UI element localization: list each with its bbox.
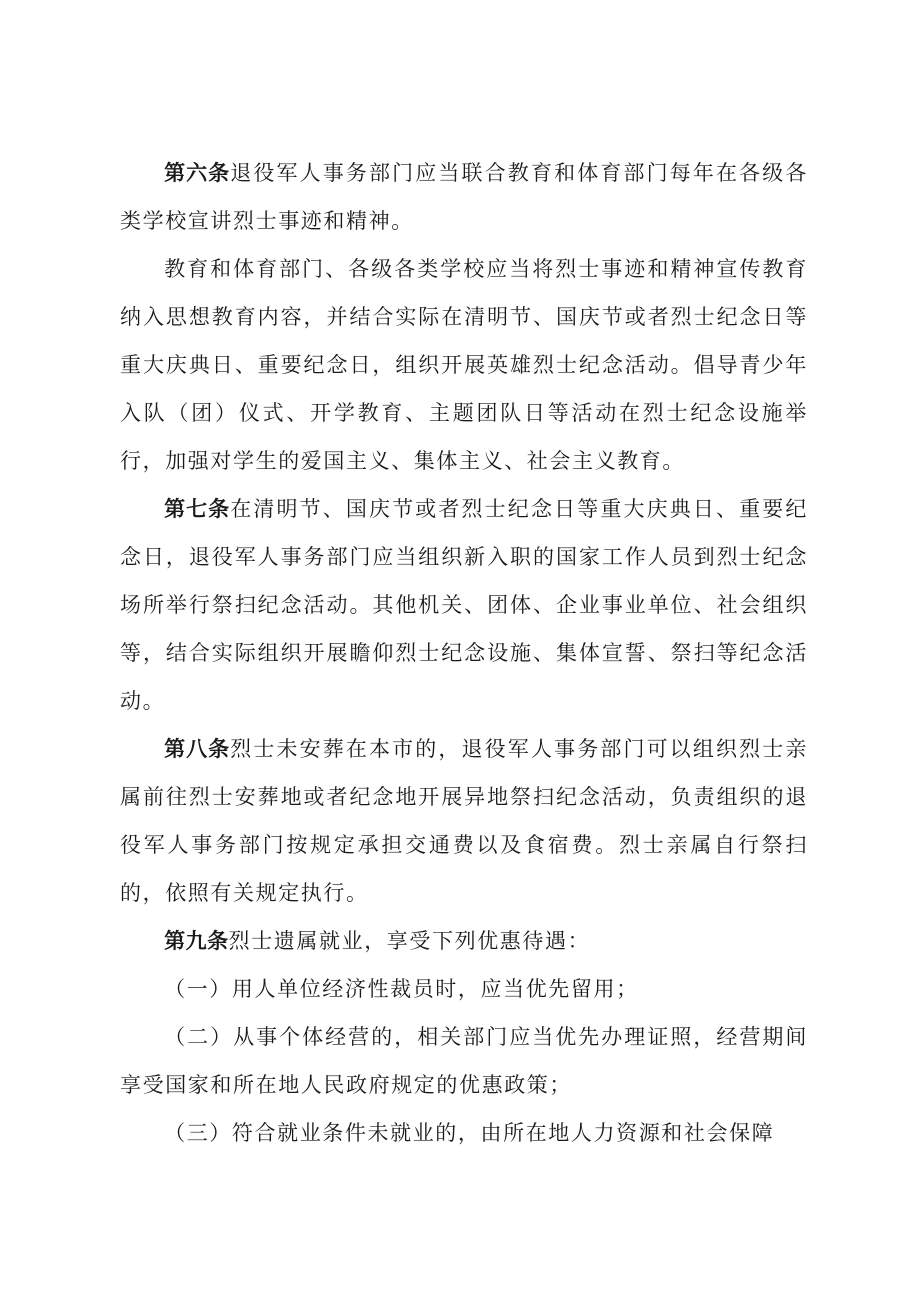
paragraph-text: （一）用人单位经济性裁员时，应当优先留用；: [164, 977, 639, 1001]
paragraph-text: 教育和体育部门、各级各类学校应当将烈士事迹和精神宣传教育纳入思想教育内容，并结合实际在清明节、国庆节或者烈士纪念日等重大庆典日、重要纪念日，组织开展英雄烈士纪念活动。倡导青少年入队（团）仪式、开学教育、主题团队日等活动在烈士纪念设施举行，加强对学生的爱国主义、集体主义、社会主义教育。: [120, 257, 808, 473]
list-item-3: [120, 1109, 808, 1157]
paragraph-article-9: [120, 917, 808, 965]
article-heading: 第七条: [164, 497, 231, 521]
list-item-1: [120, 965, 808, 1013]
article-heading: 第九条: [164, 929, 229, 953]
article-heading: 第六条: [164, 161, 231, 185]
paragraph-article-7: [120, 485, 808, 725]
paragraph-text: 烈士未安葬在本市的，退役军人事务部门可以组织烈士亲属前往烈士安葬地或者纪念地开展异地祭扫纪念活动，负责组织的退役军人事务部门按规定承担交通费以及食宿费。烈士亲属自行祭扫的，依照有关规定执行。: [120, 737, 809, 905]
paragraph-text: 退役军人事务部门应当联合教育和体育部门每年在各级各类学校宣讲烈士事迹和精神。: [120, 161, 809, 233]
paragraph-text: 在清明节、国庆节或者烈士纪念日等重大庆典日、重要纪念日，退役军人事务部门应当组织新入职的国家工作人员到烈士纪念场所举行祭扫纪念活动。其他机关、团体、企业事业单位、社会组织等，结合实际组织开展瞻仰烈士纪念设施、集体宣誓、祭扫等纪念活动。: [120, 497, 809, 713]
paragraph-text: （二）从事个体经营的，相关部门应当优先办理证照，经营期间享受国家和所在地人民政府规定的优惠政策；: [120, 1025, 808, 1097]
list-item-2: [120, 1013, 808, 1109]
paragraph-article-6: [120, 149, 808, 245]
article-heading: 第八条: [164, 737, 231, 761]
paragraph-article-8: [120, 725, 808, 917]
paragraph-text: 烈士遗属就业，享受下列优惠待遇：: [228, 929, 591, 953]
paragraph-article-6-part-2: [120, 245, 808, 485]
paragraph-text: （三）符合就业条件未就业的，由所在地人力资源和社会保障: [164, 1121, 775, 1145]
